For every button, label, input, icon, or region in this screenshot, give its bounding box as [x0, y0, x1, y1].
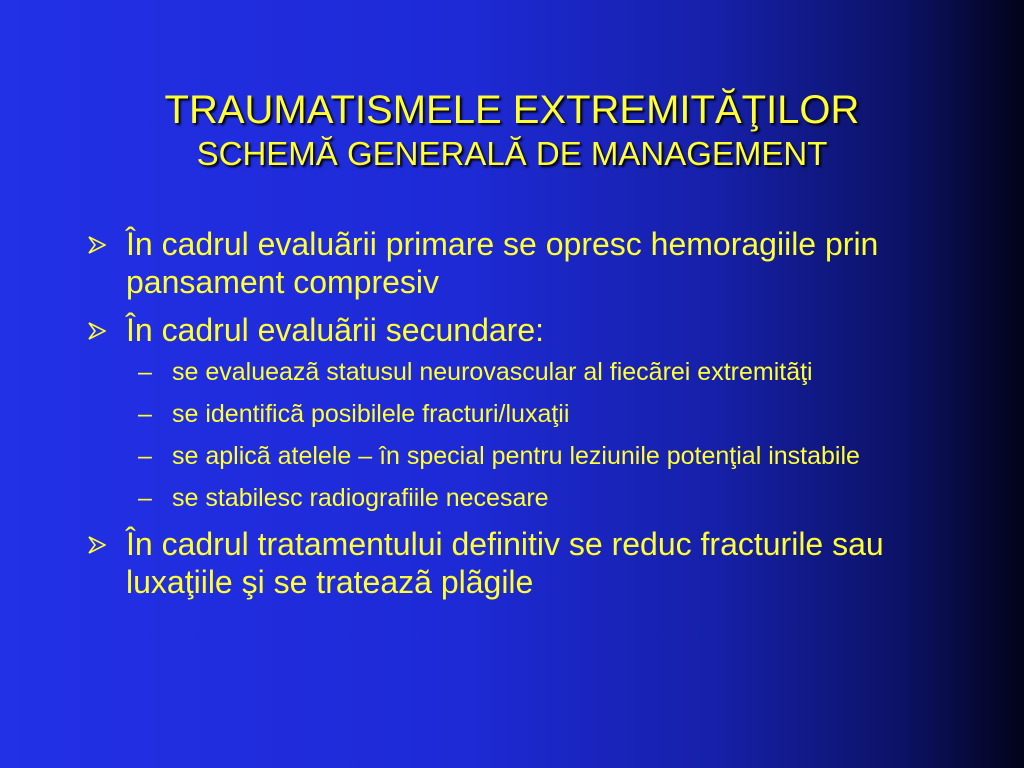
chevron-bullet-icon: [88, 536, 106, 554]
bullet-text: În cadrul evaluãrii secundare:: [126, 312, 545, 348]
sub-bullet-item: [88, 483, 988, 513]
sub-bullet-text: se evalueazã statusul neurovascular al fiecãrei extremitãţi: [172, 358, 813, 386]
sub-bullet-item: [88, 399, 988, 429]
bullet-item: [88, 225, 988, 301]
sub-bullet-item: [88, 357, 988, 387]
sub-bullet-list: [88, 357, 988, 513]
title-line-2: SCHEMĂ GENERALĂ DE MANAGEMENT: [196, 135, 828, 172]
bullet-text: În cadrul tratamentului definitiv se reduc fracturile sau luxaţiile şi se trateazã plãgile: [126, 526, 884, 600]
title-line-1: TRAUMATISMELE EXTREMITĂŢILOR: [164, 88, 860, 132]
bullet-item: [88, 525, 988, 601]
slide-body: [88, 225, 988, 611]
slide-title: [0, 86, 1024, 174]
bullet-text: În cadrul evaluãrii primare se opresc hemoragiile prin pansament compresiv: [126, 226, 879, 300]
chevron-bullet-icon: [88, 322, 106, 340]
dash-marker: –: [138, 484, 152, 512]
dash-marker: –: [138, 442, 152, 470]
sub-bullet-text: se identificã posibilele fracturi/luxaţii: [172, 400, 570, 428]
dash-marker: –: [138, 400, 152, 428]
bullet-item: [88, 311, 988, 349]
sub-bullet-text: se aplicã atelele – în special pentru leziunile potenţial instabile: [172, 442, 860, 470]
sub-bullet-text: se stabilesc radiografiile necesare: [172, 484, 549, 512]
dash-marker: –: [138, 358, 152, 386]
sub-bullet-item: [88, 441, 988, 471]
chevron-bullet-icon: [88, 236, 106, 254]
